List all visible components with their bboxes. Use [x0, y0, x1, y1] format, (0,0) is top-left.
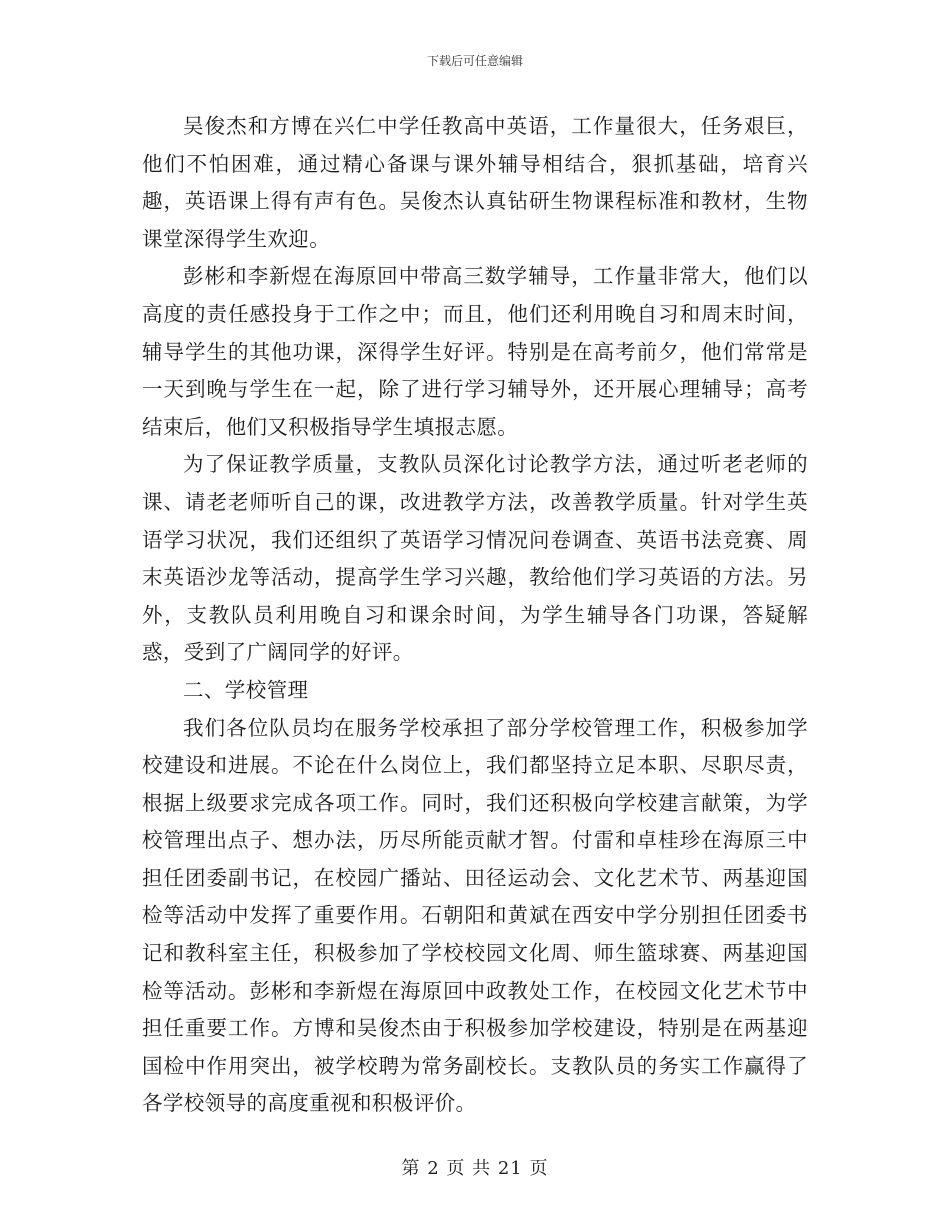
- document-body: [142, 108, 808, 1123]
- section-heading-school-management: 二、学校管理: [183, 677, 309, 702]
- page-header-note: 下载后可任意编辑: [426, 54, 523, 68]
- page-number-footer: 第 2 页 共 21 页: [401, 1158, 549, 1179]
- paragraph-math-tutoring: 彭彬和李新煜在海原回中带高三数学辅导，工作量非常大，他们以高度的责任感投身于工作之中；而且，他们还利用晚自习和周末时间，辅导学生的其他功课，深得学生好评。特别是在高考前夕，他们常常是一天到晚与学生在一起，除了进行学习辅导外，还开展心理辅导；高考结束后，他们又积极指导学生填报志愿。: [142, 264, 808, 439]
- paragraph-teaching-quality: 为了保证教学质量，支教队员深化讨论教学方法，通过听老老师的课、请老老师听自己的课，改进教学方法，改善教学质量。针对学生英语学习状况，我们还组织了英语学习情况问卷调查、英语书法竞赛、周末英语沙龙等活动，提高学生学习兴趣，教给他们学习英语的方法。另外，支教队员利用晚自习和课余时间，为学生辅导各门功课，答疑解惑，受到了广阔同学的好评。: [142, 452, 808, 665]
- paragraph-school-management: 我们各位队员均在服务学校承担了部分学校管理工作，积极参加学校建设和进展。不论在什么岗位上，我们都坚持立足本职、尽职尽责，根据上级要求完成各项工作。同时，我们还积极向学校建言献策，为学校管理出点子、想办法，历尽所能贡献才智。付雷和卓桂珍在海原三中担任团委副书记，在校园广播站、田径运动会、文化艺术节、两基迎国检等活动中发挥了重要作用。石朝阳和黄斌在西安中学分别担任团委书记和教科室主任，积极参加了学校校园文化周、师生篮球赛、两基迎国检等活动。彭彬和李新煜在海原回中政教处工作，在校园文化艺术节中担任重要工作。方博和吴俊杰由于积极参加学校建设，特别是在两基迎国检中作用突出，被学校聘为常务副校长。支教队员的务实工作赢得了各学校领导的高度重视和积极评价。: [142, 715, 808, 1116]
- paragraph-english-teaching: 吴俊杰和方博在兴仁中学任教高中英语，工作量很大，任务艰巨，他们不怕困难，通过精心备课与课外辅导相结合，狠抓基础，培育兴趣，英语课上得有声有色。吴俊杰认真钻研生物课程标准和教材，生物课堂深得学生欢迎。: [142, 114, 808, 251]
